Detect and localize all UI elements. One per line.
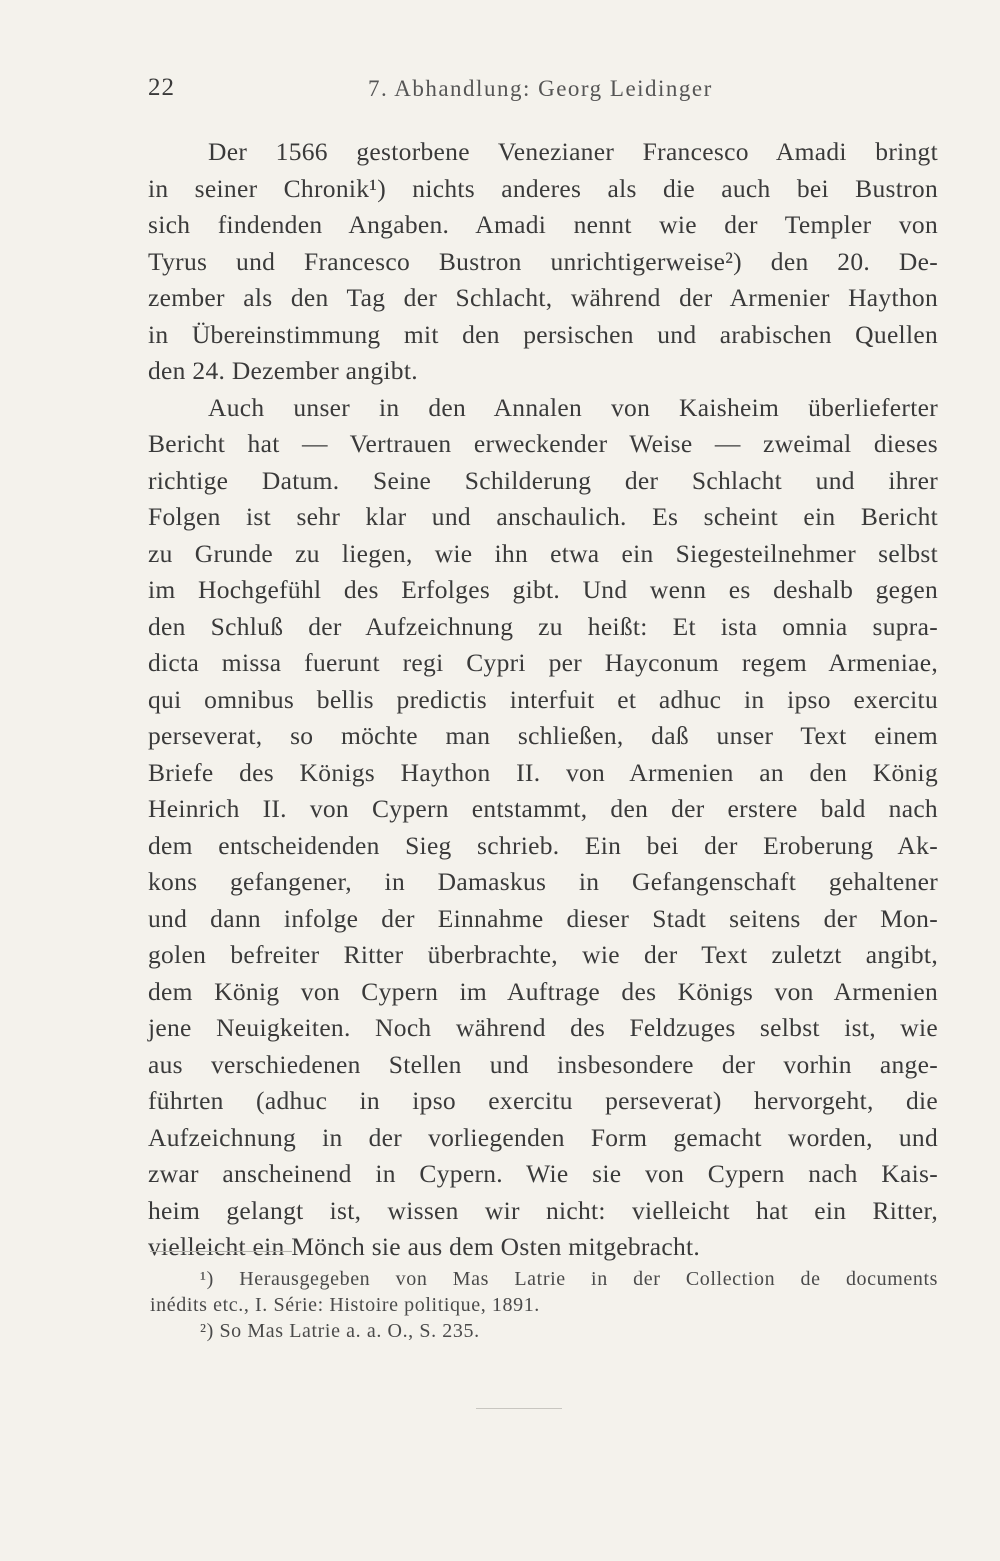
text-line: dem König von Cypern im Auftrage des Königs von Armenien	[148, 976, 938, 1006]
text-line: dem entscheidenden Sieg schrieb. Ein bei der Eroberung Ak-	[148, 830, 938, 860]
text-line: den Schluß der Aufzeichnung zu heißt: Et ista omnia supra-	[148, 611, 938, 641]
text-line: vielleicht ein Mönch sie aus dem Osten mitgebracht.	[148, 1232, 701, 1261]
running-header	[148, 74, 936, 108]
text-line: kons gefangener, in Damaskus in Gefangenschaft gehaltener	[148, 867, 938, 896]
bottom-rule	[476, 1408, 562, 1409]
text-line: zwar anscheinend in Cypern. Wie sie von Cypern nach Kais-	[148, 1159, 938, 1188]
footnote-line: ²) So Mas Latrie a. a. O., S. 235.	[200, 1320, 480, 1342]
text-line: und dann infolge der Einnahme dieser Stadt seitens der Mon-	[148, 903, 938, 933]
text-line: den 24. Dezember angibt.	[148, 356, 418, 385]
text-line: heim gelangt ist, wissen wir nicht: vielleicht hat ein Ritter,	[148, 1195, 938, 1225]
text-line: Aufzeichnung in der vorliegenden Form gemacht worden, und	[148, 1122, 938, 1152]
footnotes	[150, 1266, 938, 1344]
footnote-line: ¹) Herausgegeben von Mas Latrie in der Collection de documents	[200, 1268, 938, 1290]
text-line: dicta missa fuerunt regi Cypri per Hayconum regem Armeniae,	[148, 648, 938, 677]
main-text	[148, 134, 938, 1266]
footnote-line: inédits etc., I. Série: Histoire politique, 1891.	[150, 1294, 540, 1316]
text-line: in seiner Chronik¹) nichts anderes als die auch bei Bustron	[148, 173, 938, 203]
text-line: Tyrus und Francesco Bustron unrichtigerweise²) den 20. De-	[148, 246, 938, 276]
text-line: Briefe des Königs Haython II. von Armenien an den König	[148, 757, 938, 787]
text-line: im Hochgefühl des Erfolges gibt. Und wenn es deshalb gegen	[148, 575, 938, 604]
text-line: jene Neuigkeiten. Noch während des Feldzuges selbst ist, wie	[148, 1013, 938, 1042]
text-line: in Übereinstimmung mit den persischen und arabischen Quellen	[148, 319, 938, 349]
text-line: perseverat, so möchte man schließen, daß unser Text einem	[148, 721, 938, 750]
text-line: zu Grunde zu liegen, wie ihn etwa ein Siegesteilnehmer selbst	[148, 538, 938, 568]
text-line: qui omnibus bellis predictis interfuit et adhuc in ipso exercitu	[148, 684, 938, 714]
text-line: zember als den Tag der Schlacht, während der Armenier Haython	[148, 283, 938, 312]
text-line: richtige Datum. Seine Schilderung der Schlacht und ihrer	[148, 465, 938, 495]
running-title: 7. Abhandlung: Georg Leidinger	[368, 76, 713, 101]
text-line: führten (adhuc in ipso exercitu perseverat) hervorgeht, die	[148, 1086, 938, 1115]
text-line: Bericht hat — Vertrauen erweckender Weise — zweimal dieses	[148, 429, 938, 458]
text-line: Folgen ist sehr klar und anschaulich. Es scheint ein Bericht	[148, 502, 938, 531]
text-line: Auch unser in den Annalen von Kaisheim überlieferter	[208, 392, 938, 422]
text-line: Heinrich II. von Cypern entstammt, den der erstere bald nach	[148, 794, 938, 823]
footnote-divider	[150, 1251, 292, 1252]
text-line: golen befreiter Ritter überbrachte, wie der Text zuletzt angibt,	[148, 940, 938, 969]
page-number: 22	[148, 74, 175, 101]
text-line: aus verschiedenen Stellen und insbesondere der vorhin ange-	[148, 1049, 938, 1079]
text-line: sich findenden Angaben. Amadi nennt wie der Templer von	[148, 210, 938, 239]
text-line: Der 1566 gestorbene Venezianer Francesco Amadi bringt	[208, 137, 938, 166]
